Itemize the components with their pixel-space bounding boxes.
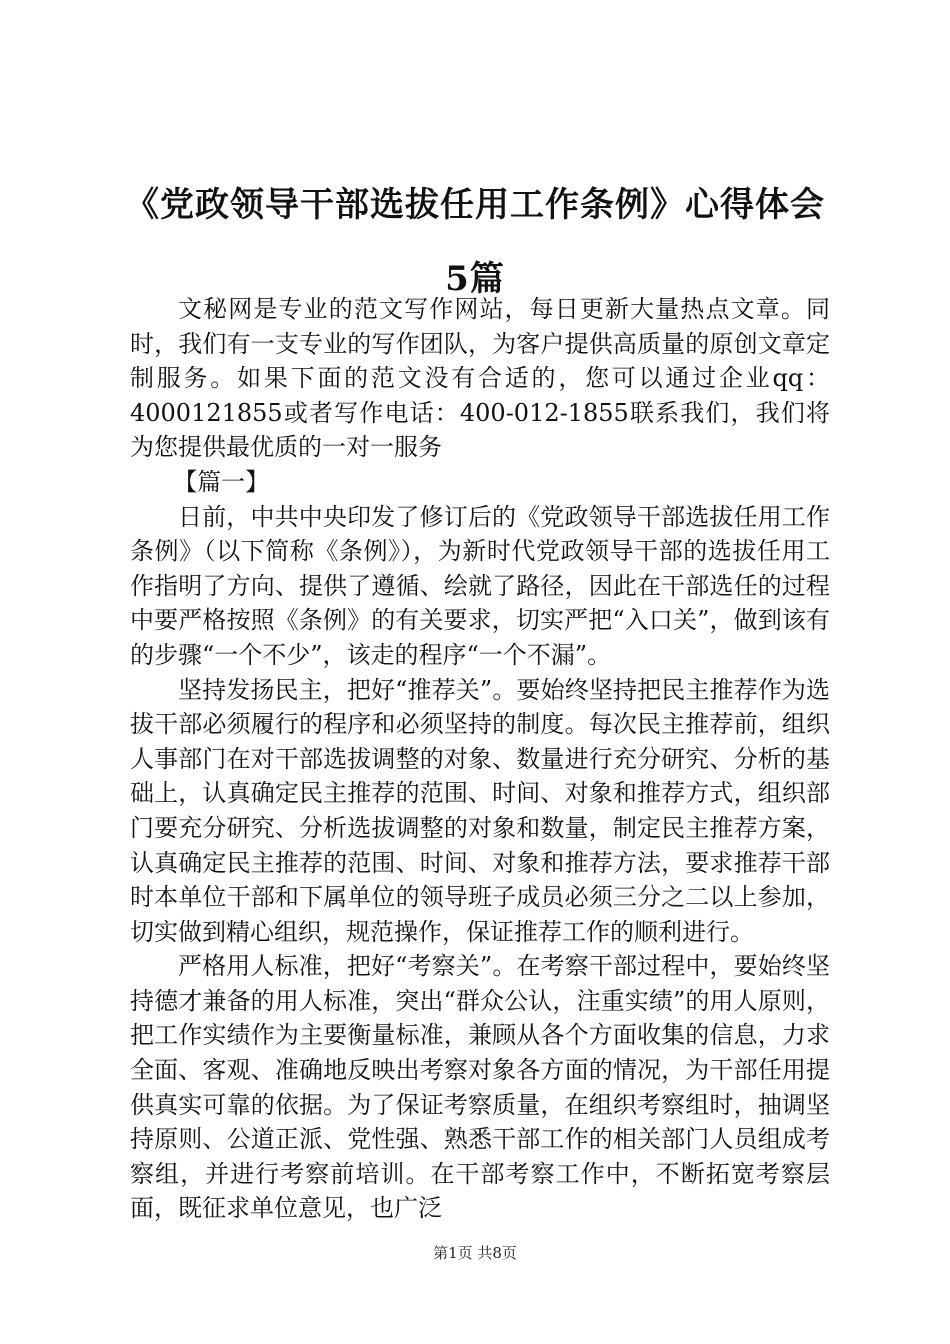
intro-paragraph: 文秘网是专业的范文写作网站，每日更新大量热点文章。同时，我们有一支专业的写作团队，为客户提供高质量的原创文章定制服务。如果下面的范文没有合适的，您可以通过企业qq：4000121855或者写作电话：400-012-1855联系我们，我们将为您提供最优质的一对一服务 (130, 295, 830, 462)
body-paragraph: 日前，中共中央印发了修订后的《党政领导干部选拔任用工作条例》（以下简称《条例》），为新时代党政领导干部的选拔任用工作指明了方向、提供了遵循、绘就了路径，因此在干部选任的过程中要严格按照《条例》的有关要求，切实严把“入口关”，做到该有的步骤“一个不少”，该走的程序“一个不漏”。 (130, 502, 830, 669)
document-body (130, 292, 830, 1226)
page-title-line-2: 5篇 (445, 259, 505, 299)
body-paragraph: 坚持发扬民主，把好“推荐关”。要始终坚持把民主推荐作为选拔干部必须履行的程序和必须坚持的制度。每次民主推荐前，组织人事部门在对干部选拔调整的对象、数量进行充分研究、分析的基础上，认真确定民主推荐的范围、时间、对象和推荐方式，组织部门要充分研究、分析选拔调整的对象和数量，制定民主推荐方案，认真确定民主推荐的范围、时间、对象和推荐方法，要求推荐干部时本单位干部和下属单位的领导班子成员必须三分之二以上参加，切实做到精心组织，规范操作，保证推荐工作的顺利进行。 (130, 675, 830, 946)
page-title-line-1: 《党政领导干部选拔任用工作条例》心得体会 (125, 185, 825, 225)
section-heading: 【篇一】 (173, 467, 270, 496)
page-footer: 第1页 共8页 (433, 1244, 517, 1262)
body-paragraph: 严格用人标准，把好“考察关”。在考察干部过程中，要始终坚持德才兼备的用人标准，突出“群众公认，注重实绩”的用人原则，把工作实绩作为主要衡量标准，兼顾从各个方面收集的信息，力求全面、客观、准确地反映出考察对象各方面的情况，为干部任用提供真实可靠的依据。为了保证考察质量，在组织考察组时，抽调坚持原则、公道正派、党性强、熟悉干部工作的相关部门人员组成考察组，并进行考察前培训。在干部考察工作中，不断拓宽考察层面，既征求单位意见，也广泛 (130, 952, 830, 1223)
